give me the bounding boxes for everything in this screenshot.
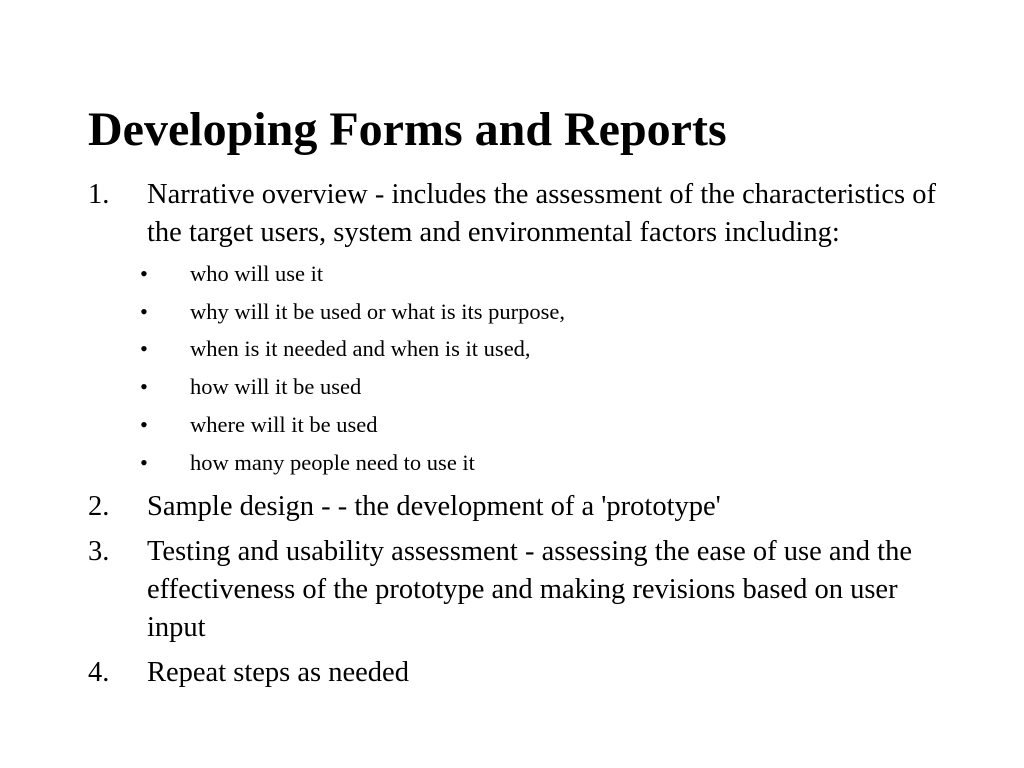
sub-bullet-list — [88, 255, 938, 481]
sub-bullet-item — [88, 444, 938, 482]
list-item-number: 2. — [88, 491, 110, 523]
sub-bullet-text: how many people need to use it — [190, 449, 475, 475]
bullet-icon: • — [140, 411, 148, 437]
list-item-text: Repeat steps as needed — [147, 657, 409, 689]
sub-bullet-text: who will use it — [190, 261, 324, 286]
slide-title: Developing Forms and Reports — [88, 103, 727, 156]
sub-bullet-item — [88, 406, 938, 444]
sub-bullet-item — [88, 368, 938, 406]
bullet-icon: • — [140, 449, 148, 475]
sub-bullet-item — [88, 293, 938, 331]
list-item-4 — [88, 654, 938, 692]
sub-bullet-text: where will it be used — [190, 411, 378, 437]
bullet-icon: • — [140, 261, 148, 286]
bullet-icon: • — [140, 374, 148, 400]
sub-bullet-item — [88, 255, 938, 293]
list-item-1 — [88, 176, 938, 481]
list-item-2 — [88, 488, 938, 526]
list-item-number: 4. — [88, 657, 110, 689]
list-item-text: Narrative overview - includes the assessment of the characteristics of the target users, system and environmental factors including: — [147, 179, 936, 248]
bullet-icon: • — [140, 298, 148, 324]
sub-bullet-text: how will it be used — [190, 374, 362, 400]
list-item-text: Sample design - - the development of a 'prototype' — [147, 491, 721, 523]
sub-bullet-text: why will it be used or what is its purpose, — [190, 298, 565, 324]
sub-bullet-item — [88, 330, 938, 368]
sub-bullet-text: when is it needed and when is it used, — [190, 336, 531, 362]
list-item-3 — [88, 533, 938, 647]
list-item-number: 1. — [88, 179, 110, 210]
bullet-icon: • — [140, 336, 148, 362]
list-item-number: 3. — [88, 536, 110, 568]
list-item-text: Testing and usability assessment - assessing the ease of use and the effectiveness of the prototype and making revisions based on user input — [147, 536, 912, 644]
numbered-list — [88, 176, 938, 692]
